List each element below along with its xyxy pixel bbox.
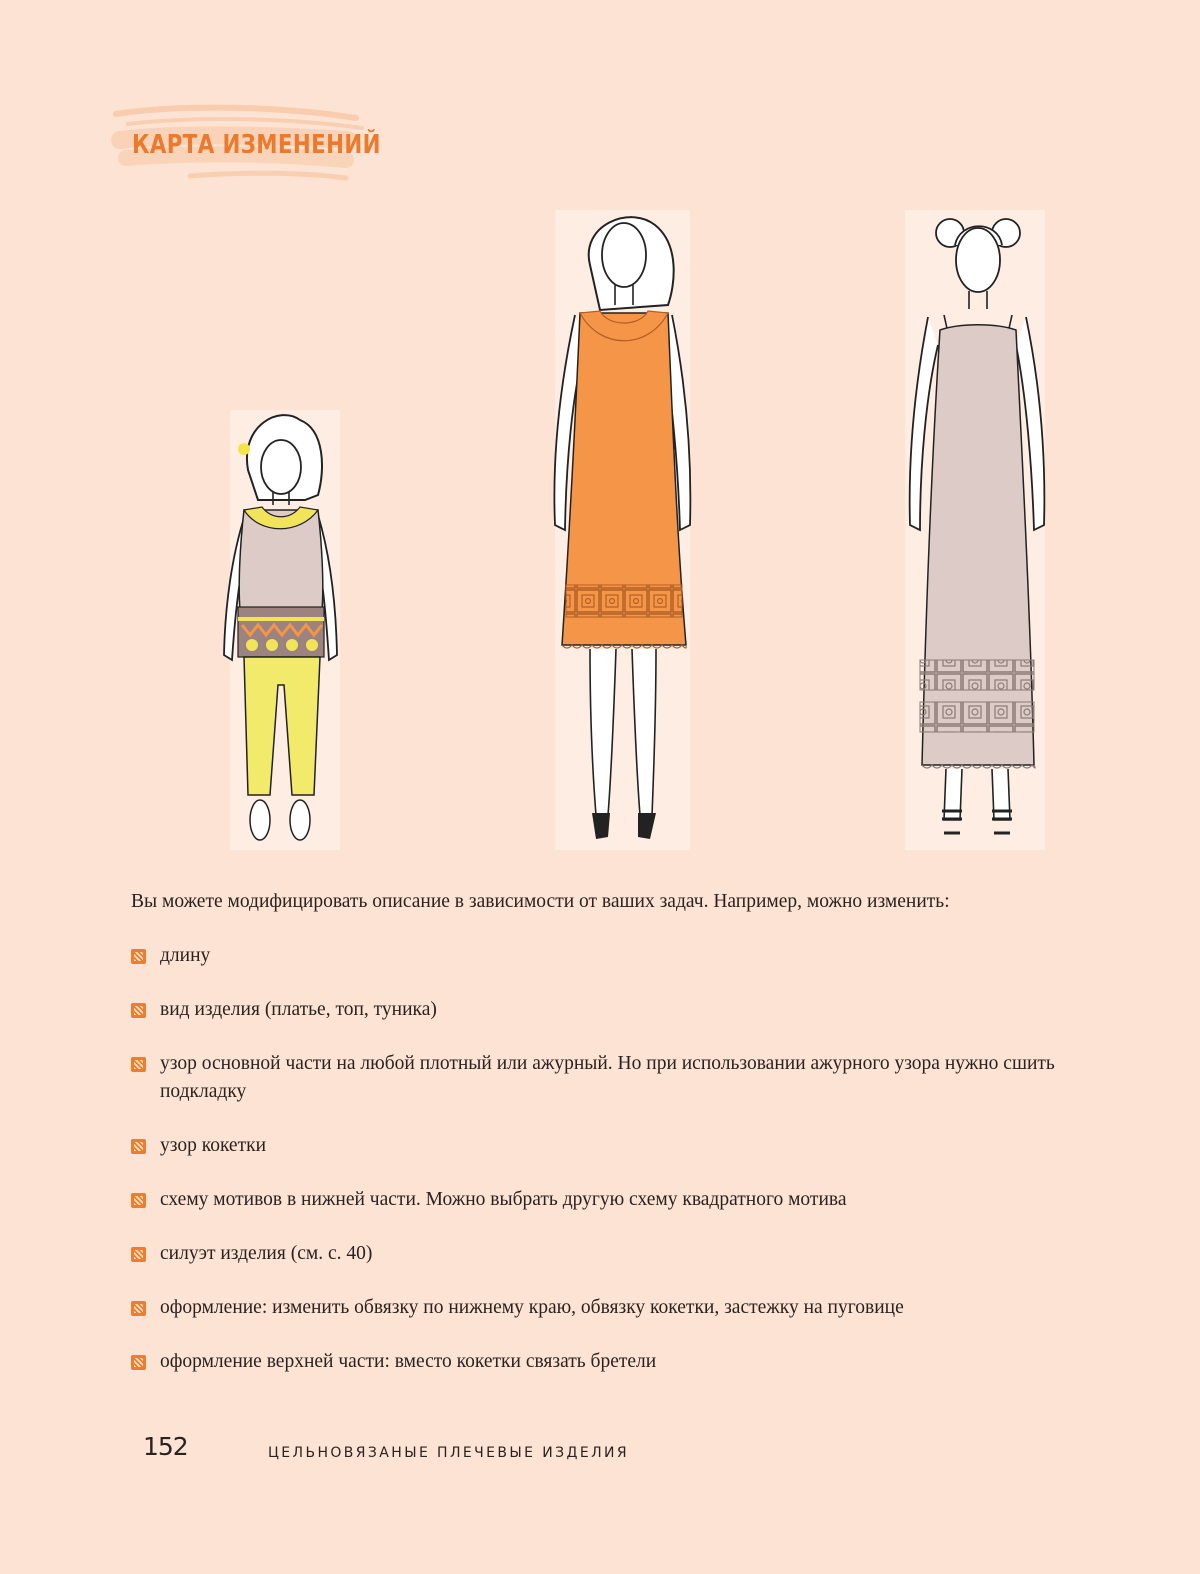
- list-item: узор кокетки: [131, 1132, 1091, 1160]
- intro-paragraph: Вы можете модифицировать описание в зависимости от ваших задач. Например, можно изменить:: [131, 891, 950, 912]
- square-bullet-icon: [131, 949, 146, 964]
- orange-dress-figure: [554, 210, 690, 850]
- long-dress-figure: [905, 210, 1045, 850]
- child-figure: [224, 410, 340, 850]
- list-item: узор основной части на любой плотный или ажурный. Но при использовании ажурного узора нужно сшить подкладку: [131, 1050, 1091, 1106]
- list-item: оформление верхней части: вместо кокетки связать бретели: [131, 1348, 1091, 1376]
- section-title: КАРТА ИЗМЕНЕНИЙ: [132, 130, 381, 160]
- list-item: силуэт изделия (см. с. 40): [131, 1240, 1091, 1268]
- list-item: схему мотивов в нижней части. Можно выбрать другую схему квадратного мотива: [131, 1186, 1091, 1214]
- list-item: длину: [131, 942, 1091, 970]
- running-footer-title: ЦЕЛЬНОВЯЗАНЫЕ ПЛЕЧЕВЫЕ ИЗДЕЛИЯ: [268, 1445, 630, 1461]
- square-bullet-icon: [131, 1247, 146, 1262]
- changes-list: [131, 942, 1091, 1376]
- square-bullet-icon: [131, 1193, 146, 1208]
- section-heading: [110, 100, 381, 192]
- square-bullet-icon: [131, 1057, 146, 1072]
- square-bullet-icon: [131, 1139, 146, 1154]
- page-number: 152: [143, 1432, 188, 1461]
- list-item: вид изделия (платье, топ, туника): [131, 996, 1091, 1024]
- list-item: оформление: изменить обвязку по нижнему краю, обвязку кокетки, застежку на пуговице: [131, 1294, 1091, 1322]
- square-bullet-icon: [131, 1355, 146, 1370]
- square-bullet-icon: [131, 1003, 146, 1018]
- square-bullet-icon: [131, 1301, 146, 1316]
- fashion-figures-illustration: [0, 205, 1200, 855]
- hair-clip: [238, 443, 250, 455]
